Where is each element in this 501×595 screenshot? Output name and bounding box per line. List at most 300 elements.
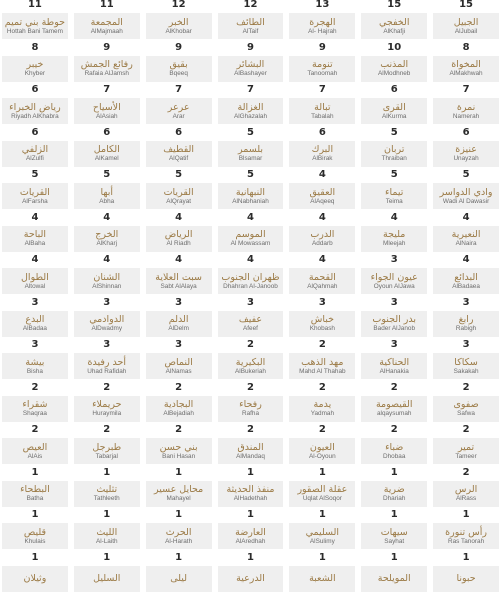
city-cell bbox=[146, 0, 212, 43]
city-count: 9 bbox=[218, 43, 284, 53]
city-name-english: alqaysumah bbox=[377, 410, 411, 418]
city-count: 4 bbox=[146, 213, 212, 223]
city-name-english: AlDwadmy bbox=[92, 325, 123, 333]
city-name-box bbox=[74, 226, 140, 252]
city-name-english: Dhobaa bbox=[383, 453, 405, 461]
city-name-arabic: الحرث bbox=[166, 527, 192, 538]
city-cell bbox=[2, 43, 68, 86]
city-name-arabic: الخرج bbox=[95, 229, 118, 240]
city-count: 15 bbox=[361, 0, 427, 10]
city-name-box bbox=[2, 396, 68, 422]
city-name-english: AlBadaea bbox=[452, 283, 480, 291]
city-name-box bbox=[433, 13, 499, 39]
city-name-box bbox=[74, 481, 140, 507]
city-cell bbox=[289, 468, 355, 511]
city-cell bbox=[74, 383, 140, 426]
city-cell bbox=[361, 213, 427, 256]
city-name-box bbox=[433, 566, 499, 592]
city-name-english: Blsamar bbox=[239, 155, 262, 163]
city-count: 4 bbox=[146, 255, 212, 265]
city-cell bbox=[289, 383, 355, 426]
city-cell bbox=[218, 43, 284, 86]
city-count: 8 bbox=[433, 43, 499, 53]
city-name-box bbox=[361, 56, 427, 82]
city-count: 5 bbox=[361, 128, 427, 138]
city-name-arabic: وادي الدواسر bbox=[440, 187, 493, 198]
city-count: 3 bbox=[361, 298, 427, 308]
city-count: 1 bbox=[361, 553, 427, 563]
city-cell bbox=[146, 170, 212, 213]
city-name-arabic: السليل bbox=[93, 573, 120, 584]
city-column bbox=[433, 0, 499, 595]
city-name-english: Unayzah bbox=[453, 155, 478, 163]
city-name-box bbox=[289, 481, 355, 507]
city-count: 1 bbox=[361, 468, 427, 478]
city-name-english: Khulais bbox=[24, 538, 45, 546]
city-count: 6 bbox=[2, 128, 68, 138]
city-name-english: Al- Hajrah bbox=[308, 28, 336, 36]
city-name-arabic: الهجرة bbox=[309, 17, 335, 28]
city-name-english: AlKamel bbox=[95, 155, 119, 163]
city-cell bbox=[74, 468, 140, 511]
city-name-arabic: ضرية bbox=[384, 484, 405, 495]
city-name-english: AlKurma bbox=[382, 113, 407, 121]
city-name-english: AlBadaa bbox=[23, 325, 47, 333]
city-name-english: Uhad Rafidah bbox=[87, 368, 126, 376]
city-name-english: Uqlat AlSoqor bbox=[303, 495, 342, 503]
city-count: 3 bbox=[218, 298, 284, 308]
city-cell bbox=[74, 213, 140, 256]
city-cell bbox=[146, 553, 212, 595]
city-name-english: Huraymila bbox=[92, 410, 121, 418]
city-name-box bbox=[289, 523, 355, 549]
city-name-arabic: سكاكا bbox=[454, 357, 478, 368]
city-name-box bbox=[289, 98, 355, 124]
city-name-arabic: القريات bbox=[20, 187, 50, 198]
city-name-box bbox=[146, 523, 212, 549]
city-name-arabic: ضباء bbox=[385, 442, 403, 453]
city-name-box bbox=[2, 226, 68, 252]
city-name-box bbox=[433, 98, 499, 124]
city-count: 1 bbox=[146, 510, 212, 520]
city-cell bbox=[2, 0, 68, 43]
city-name-arabic: النماص bbox=[164, 357, 192, 368]
city-name-english: Altowal bbox=[25, 283, 46, 291]
city-count: 1 bbox=[289, 468, 355, 478]
city-name-box bbox=[218, 226, 284, 252]
city-count: 3 bbox=[74, 298, 140, 308]
city-name-english: AlDelm bbox=[168, 325, 189, 333]
city-name-arabic: العيص bbox=[23, 442, 48, 453]
city-cell bbox=[361, 255, 427, 298]
city-name-english: Mahd Al Thahab bbox=[299, 368, 345, 376]
city-cell bbox=[289, 128, 355, 171]
city-name-box bbox=[74, 183, 140, 209]
city-name-box bbox=[433, 141, 499, 167]
city-cell bbox=[146, 255, 212, 298]
city-name-arabic: الطوال bbox=[21, 272, 49, 283]
city-cell bbox=[361, 0, 427, 43]
city-count: 1 bbox=[289, 510, 355, 520]
city-name-english: Tabarjal bbox=[96, 453, 118, 461]
city-name-arabic: الكامل bbox=[94, 144, 120, 155]
city-name-english: Khobash bbox=[310, 325, 335, 333]
city-name-arabic: مليجة bbox=[383, 229, 405, 240]
city-name-arabic: العيون bbox=[310, 442, 335, 453]
city-name-arabic: رفائع الجمش bbox=[81, 59, 133, 70]
city-name-english: Sayhat bbox=[384, 538, 404, 546]
city-cell bbox=[289, 425, 355, 468]
city-name-arabic: حريملاء bbox=[92, 399, 121, 410]
city-cell bbox=[361, 468, 427, 511]
city-count: 4 bbox=[74, 255, 140, 265]
city-cell bbox=[361, 298, 427, 341]
city-cell bbox=[218, 425, 284, 468]
city-cell bbox=[74, 510, 140, 553]
city-name-box bbox=[433, 311, 499, 337]
city-column bbox=[361, 0, 427, 595]
city-name-arabic: رياض الخبراء bbox=[9, 102, 61, 113]
city-count: 3 bbox=[74, 340, 140, 350]
city-name-box bbox=[2, 141, 68, 167]
city-name-arabic: تيماء bbox=[385, 187, 403, 198]
city-name-box bbox=[146, 481, 212, 507]
city-count: 4 bbox=[2, 255, 68, 265]
city-name-arabic: خيبر bbox=[26, 59, 43, 70]
city-name-box bbox=[361, 438, 427, 464]
city-name-english: Teima bbox=[386, 198, 403, 206]
city-name-english: AlKhafji bbox=[383, 28, 405, 36]
city-count: 6 bbox=[146, 128, 212, 138]
city-name-arabic: يدمة bbox=[313, 399, 331, 410]
city-name-english: AlHadethah bbox=[234, 495, 267, 503]
city-count: 2 bbox=[289, 383, 355, 393]
city-name-arabic: الدرب bbox=[310, 229, 334, 240]
city-cell bbox=[74, 43, 140, 86]
city-cell bbox=[74, 255, 140, 298]
city-name-arabic: أبها bbox=[100, 187, 113, 198]
city-name-arabic: المويلحة bbox=[378, 573, 411, 584]
city-name-english: AlKharj bbox=[96, 240, 117, 248]
city-column bbox=[2, 0, 68, 595]
city-name-english: Wadi Al Dawasir bbox=[443, 198, 489, 206]
city-name-arabic: البشائر bbox=[237, 59, 265, 70]
city-name-box bbox=[361, 98, 427, 124]
city-name-english: AlAqeeq bbox=[310, 198, 334, 206]
city-name-english: Tanoomah bbox=[307, 70, 337, 78]
city-name-english: AlFarsha bbox=[22, 198, 48, 206]
city-name-arabic: الجبيل bbox=[454, 17, 479, 28]
city-name-arabic: حبونا bbox=[456, 573, 475, 584]
city-count: 5 bbox=[218, 128, 284, 138]
city-cell bbox=[289, 85, 355, 128]
city-name-english: Bqeeq bbox=[169, 70, 187, 78]
city-cell bbox=[2, 298, 68, 341]
city-count: 4 bbox=[74, 213, 140, 223]
city-cell bbox=[433, 128, 499, 171]
city-name-box bbox=[74, 523, 140, 549]
city-cell bbox=[2, 170, 68, 213]
city-cell bbox=[218, 213, 284, 256]
city-name-arabic: البطحاء bbox=[20, 484, 50, 495]
city-count: 1 bbox=[361, 510, 427, 520]
city-name-box bbox=[361, 183, 427, 209]
city-name-arabic: الدلم bbox=[169, 314, 189, 325]
city-name-box bbox=[433, 438, 499, 464]
city-name-english: Khyber bbox=[25, 70, 45, 78]
city-name-arabic: رفحاء bbox=[239, 399, 262, 410]
city-name-arabic: تربان bbox=[384, 144, 404, 155]
city-name-box bbox=[433, 183, 499, 209]
city-name-box bbox=[361, 268, 427, 294]
city-cell bbox=[361, 43, 427, 86]
city-name-box bbox=[218, 268, 284, 294]
city-name-arabic: القطيف bbox=[163, 144, 194, 155]
city-name-box bbox=[433, 268, 499, 294]
city-name-arabic: الأسياح bbox=[93, 102, 121, 113]
city-name-box bbox=[2, 268, 68, 294]
city-count: 1 bbox=[74, 510, 140, 520]
city-name-arabic: محايل عسير bbox=[154, 484, 203, 495]
city-name-english: AlTaif bbox=[243, 28, 259, 36]
city-count: 2 bbox=[289, 340, 355, 350]
city-cell bbox=[289, 255, 355, 298]
city-count: 3 bbox=[146, 340, 212, 350]
city-name-english: Tameer bbox=[455, 453, 476, 461]
city-name-box bbox=[361, 353, 427, 379]
city-name-english: Al Mowassam bbox=[231, 240, 271, 248]
city-name-arabic: النبهانية bbox=[236, 187, 265, 198]
city-name-arabic: البدائع bbox=[454, 272, 478, 283]
city-name-arabic: الرس bbox=[455, 484, 477, 495]
city-cell bbox=[74, 85, 140, 128]
city-cell bbox=[218, 170, 284, 213]
city-name-box bbox=[2, 56, 68, 82]
city-name-box bbox=[146, 183, 212, 209]
city-name-box bbox=[2, 438, 68, 464]
city-count: 3 bbox=[146, 298, 212, 308]
city-name-box bbox=[433, 56, 499, 82]
city-cell bbox=[146, 128, 212, 171]
city-name-arabic: العارضة bbox=[235, 527, 266, 538]
city-name-box bbox=[433, 481, 499, 507]
city-name-english: AlGhazalah bbox=[234, 113, 267, 121]
city-name-arabic: تمير bbox=[458, 442, 474, 453]
city-count: 3 bbox=[289, 298, 355, 308]
city-name-english: AlBashayer bbox=[234, 70, 267, 78]
city-cell bbox=[146, 85, 212, 128]
city-name-box bbox=[289, 566, 355, 592]
city-cell bbox=[146, 43, 212, 86]
city-name-box bbox=[289, 13, 355, 39]
city-name-english: Ras Tanorah bbox=[448, 538, 484, 546]
city-name-box bbox=[361, 481, 427, 507]
city-name-english: Thraiban bbox=[382, 155, 407, 163]
city-name-arabic: تنومة bbox=[312, 59, 333, 70]
city-count: 4 bbox=[289, 255, 355, 265]
city-name-arabic: الشنان bbox=[93, 272, 120, 283]
city-cell bbox=[74, 340, 140, 383]
city-cell bbox=[74, 128, 140, 171]
city-name-box bbox=[289, 141, 355, 167]
city-name-box bbox=[74, 13, 140, 39]
city-count: 2 bbox=[218, 340, 284, 350]
city-cell bbox=[433, 510, 499, 553]
city-name-english: AlMandaq bbox=[236, 453, 265, 461]
city-cell bbox=[289, 0, 355, 43]
city-name-english: Rabigh bbox=[456, 325, 476, 333]
city-name-english: Oyoun AlJawa bbox=[374, 283, 415, 291]
city-count: 5 bbox=[74, 170, 140, 180]
city-count: 1 bbox=[2, 510, 68, 520]
city-name-arabic: الموسم bbox=[235, 229, 265, 240]
city-name-box bbox=[218, 13, 284, 39]
city-name-english: AlRass bbox=[456, 495, 476, 503]
city-count: 11 bbox=[74, 0, 140, 10]
city-name-english: Tathleeth bbox=[94, 495, 120, 503]
city-name-english: Abha bbox=[99, 198, 114, 206]
city-cell bbox=[289, 170, 355, 213]
city-name-arabic: صفوى bbox=[453, 399, 478, 410]
city-name-arabic: ظهران الجنوب bbox=[221, 272, 279, 283]
city-name-box bbox=[74, 268, 140, 294]
city-count: 2 bbox=[2, 383, 68, 393]
city-name-box bbox=[2, 353, 68, 379]
city-cell bbox=[74, 553, 140, 595]
city-cell bbox=[433, 340, 499, 383]
city-name-box bbox=[146, 396, 212, 422]
city-name-english: AlBejadiah bbox=[163, 410, 194, 418]
city-cell bbox=[361, 85, 427, 128]
city-name-box bbox=[146, 353, 212, 379]
city-name-arabic: رابغ bbox=[459, 314, 474, 325]
city-name-english: Addarb bbox=[312, 240, 333, 248]
city-name-box bbox=[218, 311, 284, 337]
city-name-arabic: الخبر bbox=[169, 17, 189, 28]
city-name-arabic: عقلة الصقور bbox=[297, 484, 347, 495]
city-name-english: AlQatif bbox=[169, 155, 188, 163]
city-column bbox=[146, 0, 212, 595]
city-count: 2 bbox=[146, 425, 212, 435]
city-name-arabic: الباحة bbox=[24, 229, 46, 240]
city-cell bbox=[433, 553, 499, 595]
city-name-english: Namerah bbox=[453, 113, 479, 121]
city-count: 8 bbox=[2, 43, 68, 53]
city-name-english: AlJubail bbox=[455, 28, 477, 36]
city-name-arabic: المندق bbox=[237, 442, 263, 453]
city-name-box bbox=[289, 183, 355, 209]
city-count: 2 bbox=[361, 383, 427, 393]
city-name-box bbox=[218, 438, 284, 464]
city-name-english: Batha bbox=[27, 495, 44, 503]
city-count: 6 bbox=[2, 85, 68, 95]
city-name-box bbox=[218, 353, 284, 379]
city-count: 6 bbox=[74, 128, 140, 138]
city-column bbox=[289, 0, 355, 595]
city-name-arabic: عيون الجواء bbox=[371, 272, 418, 283]
city-count: 1 bbox=[2, 468, 68, 478]
city-cell bbox=[218, 255, 284, 298]
city-cell bbox=[433, 383, 499, 426]
city-name-arabic: وثيلان bbox=[24, 573, 47, 584]
city-count: 1 bbox=[433, 510, 499, 520]
city-count: 11 bbox=[2, 0, 68, 10]
city-name-box bbox=[361, 13, 427, 39]
city-count: 1 bbox=[218, 553, 284, 563]
city-count: 5 bbox=[433, 170, 499, 180]
city-name-english: AlModhneb bbox=[378, 70, 410, 78]
city-cell bbox=[289, 510, 355, 553]
city-name-english: AlQrayat bbox=[166, 198, 191, 206]
city-name-box bbox=[74, 353, 140, 379]
city-name-arabic: الحناكية bbox=[379, 357, 409, 368]
city-name-box bbox=[361, 141, 427, 167]
city-name-english: AlNamas bbox=[166, 368, 192, 376]
city-name-arabic: ليلى bbox=[170, 573, 187, 584]
city-count: 5 bbox=[361, 170, 427, 180]
city-name-english: Shaqraa bbox=[23, 410, 47, 418]
city-name-box bbox=[74, 56, 140, 82]
city-name-box bbox=[361, 226, 427, 252]
city-cell bbox=[218, 85, 284, 128]
city-cell bbox=[361, 553, 427, 595]
city-name-english: AlMakhwah bbox=[450, 70, 483, 78]
city-count: 3 bbox=[361, 340, 427, 350]
city-name-box bbox=[218, 141, 284, 167]
city-name-arabic: البجادية bbox=[164, 399, 193, 410]
city-cell bbox=[218, 468, 284, 511]
city-name-english: Dhahran Al-Janoob bbox=[223, 283, 278, 291]
city-name-box bbox=[289, 311, 355, 337]
city-count: 2 bbox=[74, 383, 140, 393]
city-count: 5 bbox=[2, 170, 68, 180]
city-name-english: Dhariah bbox=[383, 495, 405, 503]
city-count: 2 bbox=[218, 383, 284, 393]
city-cell bbox=[2, 340, 68, 383]
city-count: 3 bbox=[2, 298, 68, 308]
city-cell bbox=[361, 510, 427, 553]
city-name-box bbox=[2, 98, 68, 124]
city-name-arabic: بدر الجنوب bbox=[372, 314, 416, 325]
city-cell bbox=[289, 553, 355, 595]
city-name-box bbox=[218, 481, 284, 507]
city-name-box bbox=[361, 396, 427, 422]
city-column bbox=[74, 0, 140, 595]
city-name-english: Mahayel bbox=[167, 495, 191, 503]
city-cell bbox=[2, 85, 68, 128]
city-count: 1 bbox=[289, 553, 355, 563]
city-name-english: Al-Oyoun bbox=[309, 453, 336, 461]
city-name-arabic: السليمي bbox=[306, 527, 339, 538]
city-count: 2 bbox=[433, 425, 499, 435]
city-count: 5 bbox=[218, 170, 284, 180]
city-name-box bbox=[218, 396, 284, 422]
city-name-arabic: تبالة bbox=[314, 102, 330, 113]
city-count: 4 bbox=[218, 213, 284, 223]
city-name-arabic: الطائف bbox=[236, 17, 265, 28]
city-name-english: Riyadh AlKhabra bbox=[11, 113, 59, 121]
city-cell bbox=[361, 170, 427, 213]
city-name-arabic: شقراء bbox=[22, 399, 47, 410]
city-name-arabic: بيشة bbox=[25, 357, 44, 368]
city-cell bbox=[2, 425, 68, 468]
city-name-box bbox=[289, 438, 355, 464]
city-name-arabic: المجمعة bbox=[91, 17, 123, 28]
city-count: 4 bbox=[361, 213, 427, 223]
city-name-box bbox=[146, 141, 212, 167]
city-cell bbox=[433, 298, 499, 341]
city-name-english: Yadmah bbox=[311, 410, 334, 418]
